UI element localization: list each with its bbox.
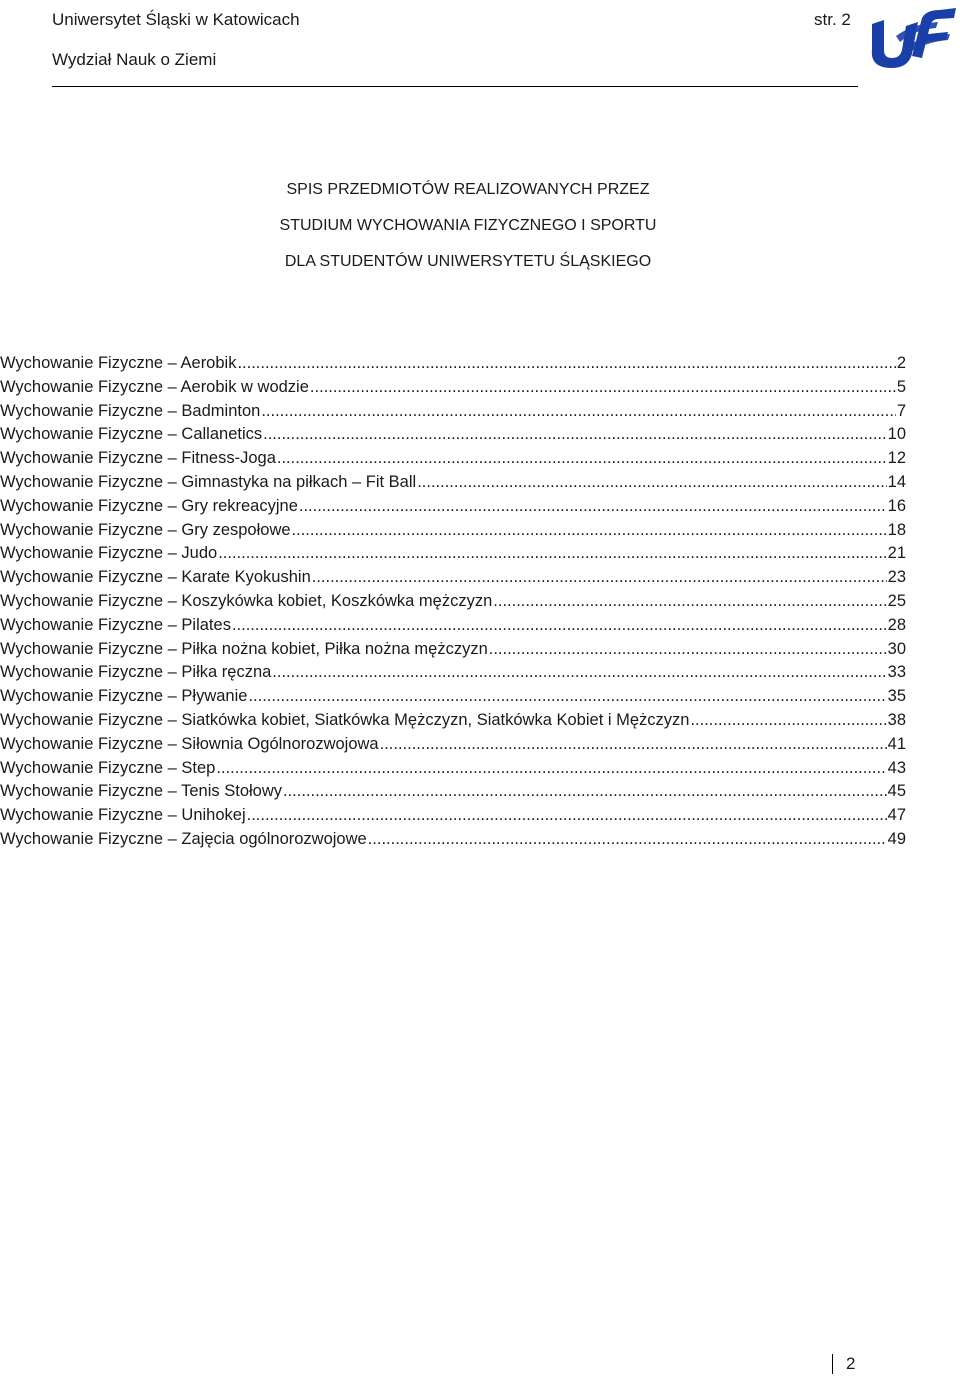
toc-entry[interactable] [0,733,906,757]
toc-leader-dots [283,780,887,804]
toc-entry[interactable] [0,709,906,733]
toc-entry[interactable] [0,590,906,614]
toc-entry-page: 23 [887,568,906,587]
toc-entry-page: 12 [887,449,906,468]
toc-entry-page: 2 [896,354,906,372]
document-title [0,172,936,280]
toc-leader-dots [232,614,887,638]
footer-page-number: 2 [846,1354,856,1373]
toc-leader-dots [272,661,886,685]
toc-entry-title: Wychowanie Fizyczne – Callanetics [0,425,263,444]
toc-entry[interactable] [0,614,906,638]
toc-leader-dots [263,423,887,447]
toc-leader-dots [493,590,886,614]
toc-entry-title: Wychowanie Fizyczne – Step [0,758,216,777]
toc-leader-dots [292,519,887,543]
toc-entry-page: 5 [896,377,906,396]
toc-entry-title: Wychowanie Fizyczne – Fitness-Joga [0,449,276,468]
faculty-name: Wydział Nauk o Ziemi [52,50,217,69]
toc-entry-page: 35 [887,687,906,706]
toc-entry[interactable] [0,780,906,804]
toc-entry-page: 28 [887,615,906,634]
toc-entry-page: 47 [887,806,906,825]
toc-entry-title: Wychowanie Fizyczne – Badminton [0,401,261,420]
toc-leader-dots [261,400,896,424]
toc-entry-page: 45 [887,782,906,801]
toc-entry[interactable] [0,685,906,709]
toc-entry-title: Wychowanie Fizyczne – Gry zespołowe [0,520,291,539]
university-logo-icon [866,6,956,70]
toc-entry[interactable] [0,400,906,424]
toc-entry[interactable] [0,447,906,471]
toc-entry-page: 7 [896,401,906,420]
header-rule [52,86,858,87]
page-header [52,0,858,88]
toc-entry-title: Wychowanie Fizyczne – Aerobik [0,354,237,372]
toc-entry[interactable] [0,757,906,781]
toc-entry-title: Wychowanie Fizyczne – Zajęcia ogólnorozwojowe [0,829,367,848]
toc-entry-title: Wychowanie Fizyczne – Piłka ręczna [0,663,272,682]
toc-leader-dots [690,709,886,733]
toc-leader-dots [216,757,886,781]
toc-entry-page: 43 [887,758,906,777]
toc-entry-page: 16 [887,496,906,515]
toc-entry-title: Wychowanie Fizyczne – Pływanie [0,687,248,706]
toc-entry[interactable] [0,423,906,447]
toc-entry-title: Wychowanie Fizyczne – Gry rekreacyjne [0,496,298,515]
toc-entry-page: 41 [887,734,906,753]
toc-entry[interactable] [0,828,906,852]
toc-entry[interactable] [0,519,906,543]
toc-entry-title: Wychowanie Fizyczne – Gimnastyka na piłkach – Fit Ball [0,472,417,491]
toc-entry-page: 14 [887,472,906,491]
toc-entry[interactable] [0,566,906,590]
footer-bar [832,1354,833,1374]
toc-entry-page: 33 [887,663,906,682]
toc-entry[interactable] [0,376,906,400]
toc-leader-dots [368,828,887,852]
toc-entry[interactable] [0,495,906,519]
toc-leader-dots [312,566,887,590]
toc-entry-page: 10 [887,425,906,444]
toc-leader-dots [247,804,887,828]
toc-leader-dots [417,471,886,495]
toc-entry-title: Wychowanie Fizyczne – Judo [0,544,218,563]
toc-entry-page: 25 [887,591,906,610]
toc-entry[interactable] [0,471,906,495]
toc-entry-title: Wychowanie Fizyczne – Piłka nożna kobiet, Piłka nożna mężczyzn [0,639,488,658]
toc-leader-dots [299,495,887,519]
toc-entry-page: 30 [887,639,906,658]
toc-entry-title: Wychowanie Fizyczne – Aerobik w wodzie [0,377,309,396]
toc-entry-title: Wychowanie Fizyczne – Pilates [0,615,231,634]
toc-entry-title: Wychowanie Fizyczne – Tenis Stołowy [0,782,282,801]
title-line-2: STUDIUM WYCHOWANIA FIZYCZNEGO I SPORTU [279,217,657,234]
toc-leader-dots [310,376,896,400]
toc-entry-page: 21 [887,544,906,563]
toc-entry-title: Wychowanie Fizyczne – Siłownia Ogólnorozwojowa [0,734,379,753]
toc-entry[interactable] [0,352,906,376]
toc-entry-title: Wychowanie Fizyczne – Karate Kyokushin [0,568,311,587]
toc-entry[interactable] [0,542,906,566]
toc-leader-dots [237,352,895,376]
toc-entry[interactable] [0,661,906,685]
table-of-contents [0,352,906,852]
title-line-3: DLA STUDENTÓW UNIWERSYTETU ŚLĄSKIEGO [284,253,652,270]
toc-leader-dots [277,447,887,471]
toc-entry-page: 18 [887,520,906,539]
toc-leader-dots [380,733,887,757]
toc-entry-title: Wychowanie Fizyczne – Unihokej [0,806,246,825]
toc-leader-dots [489,638,887,662]
university-name: Uniwersytet Śląski w Katowicach [52,10,300,29]
toc-entry-title: Wychowanie Fizyczne – Koszykówka kobiet, Koszkówka mężczyzn [0,591,493,610]
header-page-label: str. 2 [814,10,851,29]
toc-entry[interactable] [0,638,906,662]
title-line-1: SPIS PRZEDMIOTÓW REALIZOWANYCH PRZEZ [286,181,650,198]
toc-entry[interactable] [0,804,906,828]
toc-entry-page: 38 [887,710,906,729]
toc-leader-dots [248,685,886,709]
toc-leader-dots [218,542,886,566]
toc-entry-title: Wychowanie Fizyczne – Siatkówka kobiet, Siatkówka Mężczyzn, Siatkówka Kobiet i Mężczyzn [0,710,690,729]
toc-entry-page: 49 [887,829,906,848]
